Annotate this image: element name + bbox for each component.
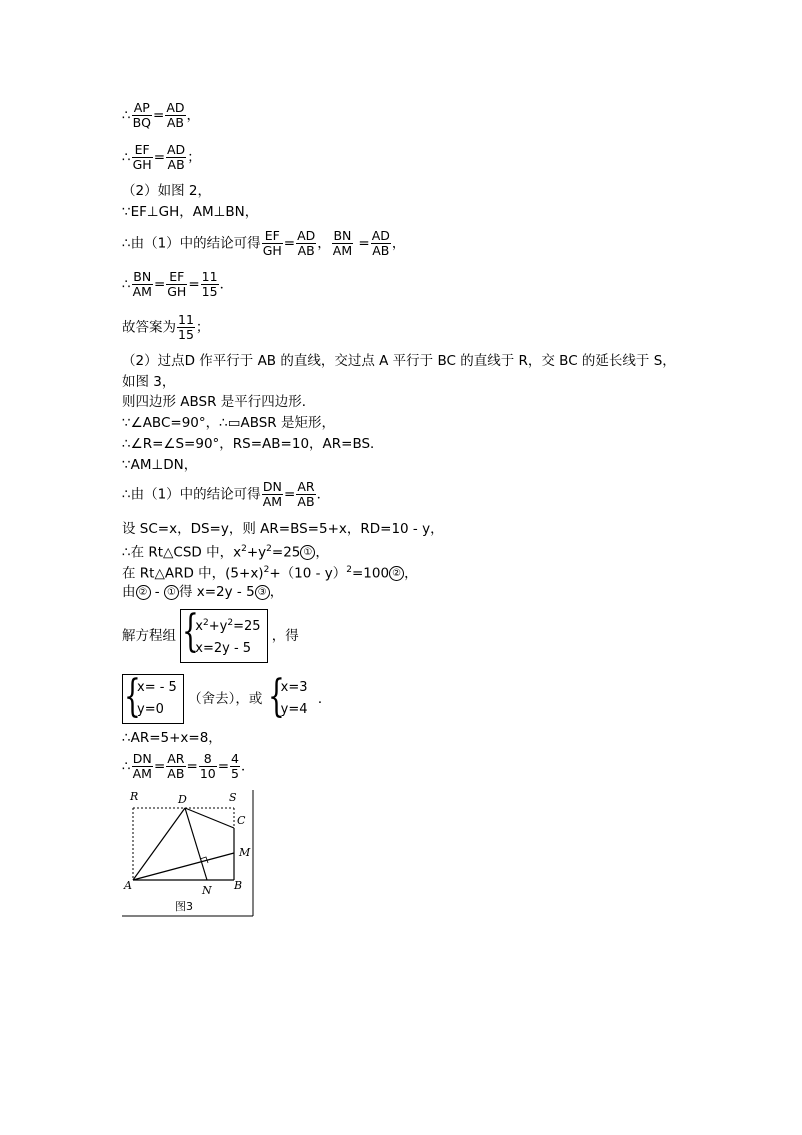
line-ap-bq: ∴ $\frac{AP}{BQ}$ = $\frac{AD}{AB}$ ， (122, 100, 201, 130)
fraction: $\frac{11}{15}$ (201, 269, 218, 299)
line-8: （2）过点D 作平行于 AB 的直线，交过点 A 平行于 BC 的直线于 R，交 BC 的延长线于 S， (122, 353, 676, 369)
fraction: $\frac{8}{10}$ (199, 751, 216, 781)
segment-ad (133, 808, 185, 880)
fraction: $\frac{AD}{AB}$ (371, 228, 390, 258)
line-17: 在 Rt△ARD 中，$(5+x)^2+(10 - y)^2=100$ ② ， (122, 565, 418, 582)
equation-system: { $x^2+y^2=25$ x=2y - 5 (180, 609, 267, 663)
line-16: ∴在 Rt△CSD 中，$x^2+y^2=25$ ① ， (122, 544, 329, 561)
fraction: $\frac{EF}{GH}$ (167, 269, 187, 299)
fraction: $\frac{BN}{AM}$ (132, 269, 152, 299)
line-22: ∴ $\frac{DN}{AM}$ = $\frac{AR}{AB}$ = $\frac{8}{10}$ = $\frac{4}{5}$ ． (122, 751, 255, 781)
circled-number: ② (389, 566, 404, 581)
circled-number: ① (300, 545, 315, 560)
solution-1: { x= - 5 y=0 (122, 674, 184, 724)
fraction: $\frac{EF}{GH}$ (132, 142, 152, 172)
fraction: $\frac{AD}{AB}$ (297, 228, 316, 258)
label-m: M (239, 846, 251, 859)
line-20: { x= - 5 y=0 （舍去），或 { x=3 y=4 ． (122, 674, 331, 724)
fraction: $\frac{AR}{AB}$ (167, 751, 185, 781)
segment-am (133, 853, 234, 880)
line-13: ∵AM⊥DN， (122, 457, 198, 473)
line-11: ∵∠ABC=90°，∴▭ABSR 是矩形， (122, 415, 335, 431)
line-14: ∴由（1）中的结论可得 $\frac{DN}{AM}$ = $\frac{AR}{AB}$ ． (122, 479, 331, 509)
label-a: A (124, 879, 132, 892)
solution-2: { x=3 y=4 (267, 675, 314, 723)
line-3: （2）如图 2， (122, 183, 211, 199)
label-r: R (130, 790, 139, 803)
circled-number: ① (164, 585, 179, 600)
line-6: ∴ $\frac{BN}{AM}$ = $\frac{EF}{GH}$ = $\frac{11}{15}$ ． (122, 269, 234, 299)
line-19: 解方程组 { $x^2+y^2=25$ x=2y - 5 ，得 (122, 609, 299, 663)
fraction: $\frac{EF}{GH}$ (262, 228, 282, 258)
segment-dn (185, 808, 207, 880)
line-18: 由 ② - ① 得 x=2y - 5 ③ ， (122, 584, 284, 600)
line-5: ∴由（1）中的结论可得 $\frac{EF}{GH}$ = $\frac{AD}{AB}$ ， $\frac{BN}{AM}$ = $\frac{AD}{AB}$ ， (122, 228, 406, 258)
fraction: $\frac{BN}{AM}$ (332, 228, 353, 258)
line-9: 如图 3， (122, 374, 176, 390)
fraction: $\frac{11}{15}$ (178, 312, 194, 342)
line-21: ∴AR=5+x=8， (122, 730, 222, 746)
segment-dc (185, 808, 234, 828)
line-ef-gh: ∴ $\frac{EF}{GH}$ = $\frac{AD}{AB}$ ； (122, 142, 201, 172)
figure-caption: 图3 (175, 900, 193, 913)
label-d: D (178, 793, 187, 806)
fraction: $\frac{DN}{AM}$ (262, 479, 283, 509)
figure-3 (120, 788, 256, 918)
line-10: 则四边形 ABSR 是平行四边形． (122, 394, 316, 410)
fraction: $\frac{4}{5}$ (231, 751, 239, 781)
fraction: $\frac{AP}{BQ}$ (132, 100, 152, 130)
label-s: S (229, 791, 237, 804)
label-n: N (202, 884, 212, 897)
fraction: $\frac{AD}{AB}$ (166, 100, 185, 130)
line-12: ∴∠R=∠S=90°，RS=AB=10，AR=BS． (122, 436, 384, 452)
fraction: $\frac{AD}{AB}$ (167, 142, 186, 172)
label-b: B (234, 879, 243, 892)
line-7: 故答案为 $\frac{11}{15}$ ； (122, 312, 210, 342)
label-c: C (237, 814, 246, 827)
line-15: 设 SC=x，DS=y，则 AR=BS=5+x，RD=10 - y， (122, 521, 444, 537)
fraction: $\frac{DN}{AM}$ (132, 751, 152, 781)
circled-number: ② (136, 585, 151, 600)
fraction: $\frac{AR}{AB}$ (297, 479, 315, 509)
line-4: ∵EF⊥GH，AM⊥BN， (122, 204, 259, 220)
circled-number: ③ (255, 585, 270, 600)
